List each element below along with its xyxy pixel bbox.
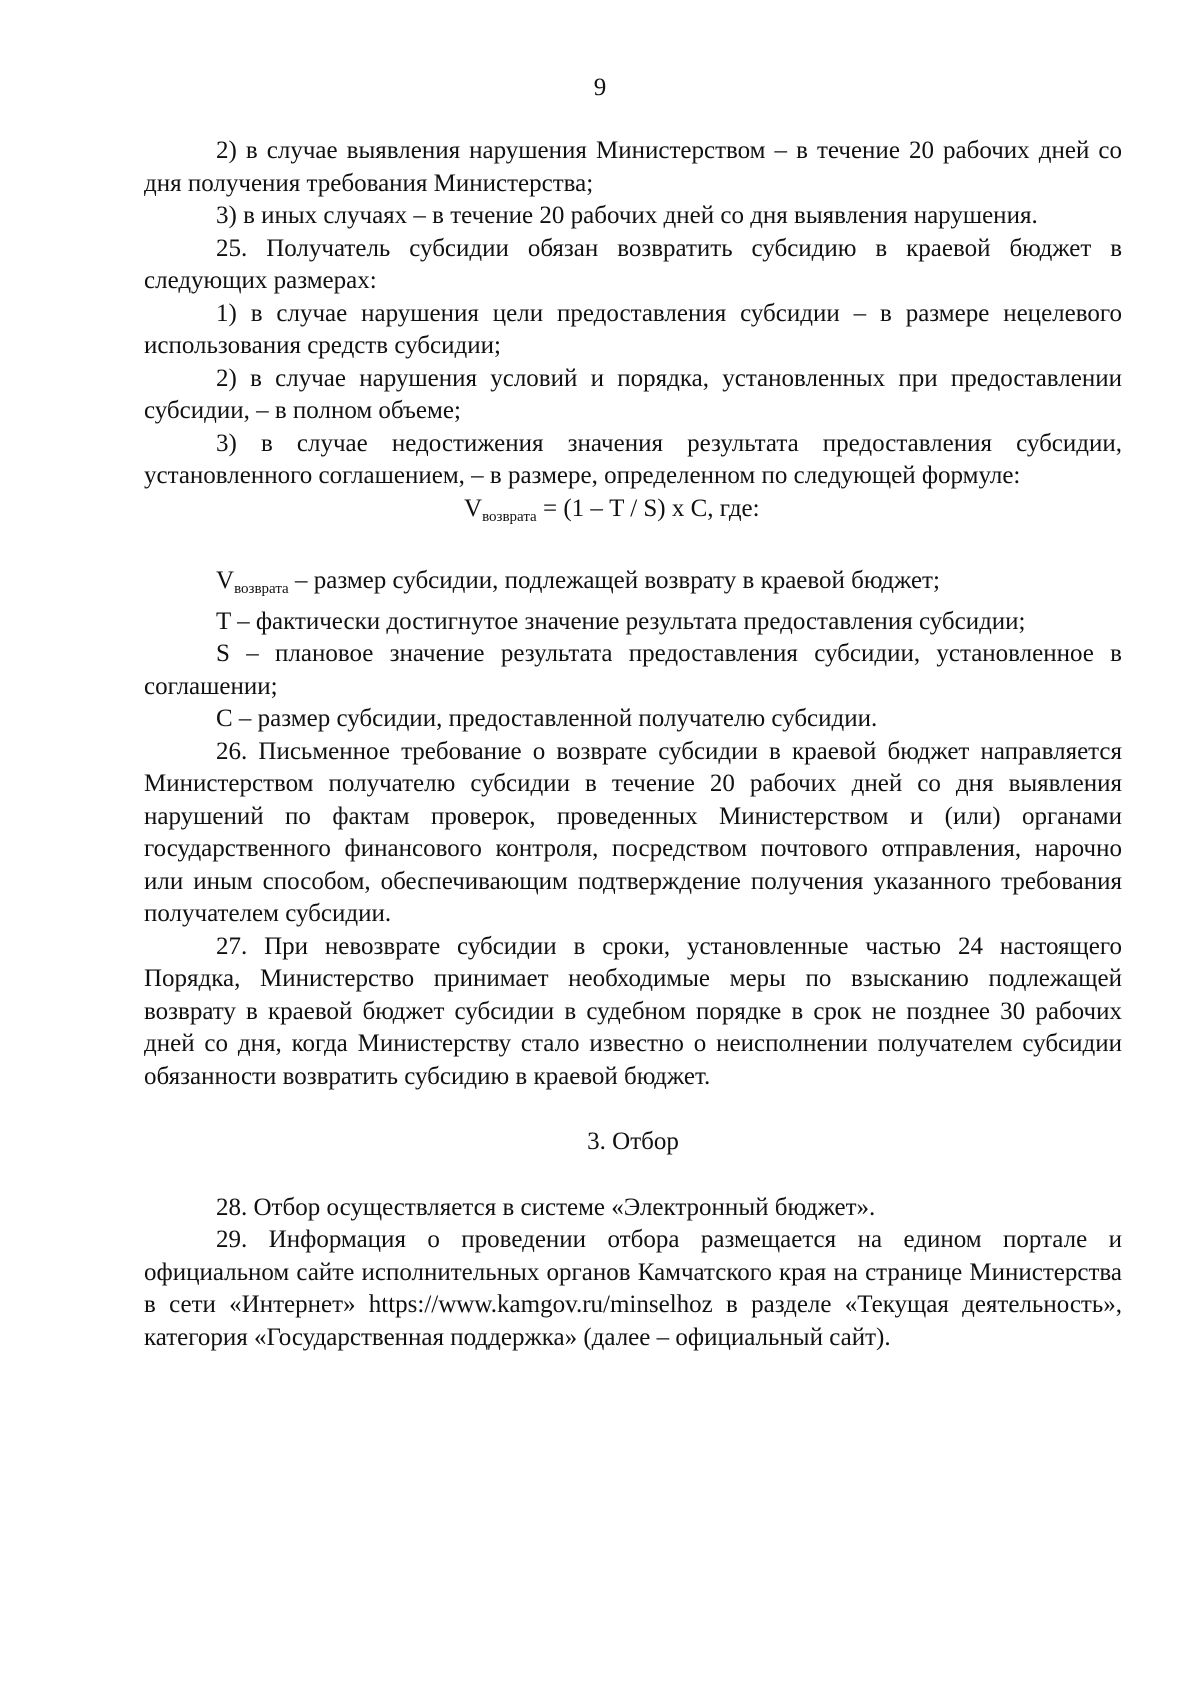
definition-c: C – размер субсидии, предоставленной получателю субсидии. [216, 705, 878, 732]
definition-v [144, 565, 1122, 606]
return-formula [144, 493, 1122, 566]
definition-v-text: – размер субсидии, подлежащей возврату в краевой бюджет; [288, 567, 940, 594]
paragraph-clause-3-other-cases: 3) в иных случаях – в течение 20 рабочих дней со дня выявления нарушения. [216, 202, 1038, 229]
formula-symbol: V [464, 494, 483, 522]
paragraph-29: 29. Информация о проведении отбора размещается на едином портале и официальном сайте исполнительных органов Камчатского края на странице Министерства в сети «Интернет» https://www.kamgov.ru/minselhoz в разделе «Текущая деятельность», категория «Государственная поддержка» (далее – официальный сайт). [144, 1226, 1122, 1351]
document-body [144, 135, 1122, 1354]
definition-v-symbol: V [216, 567, 235, 594]
paragraph-28: 28. Отбор осуществляется в системе «Электронный бюджет». [216, 1193, 876, 1221]
paragraph-25: 25. Получатель субсидии обязан возвратить субсидию в краевой бюджет в следующих размерах: [144, 234, 1122, 294]
paragraph-25-clause-2: 2) в случае нарушения условий и порядка, установленных при предоставлении субсидии, – в полном объеме; [144, 364, 1122, 424]
paragraph-25-clause-1: 1) в случае нарушения цели предоставления субсидии – в размере нецелевого использования средств субсидии; [144, 299, 1122, 359]
formula-expression: = (1 – T / S) x C, где: [536, 494, 760, 522]
definition-s: S – плановое значение результата предоставления субсидии, установленное в соглашении; [144, 640, 1122, 700]
paragraph-25-clause-3: 3) в случае недостижения значения результата предоставления субсидии, установленного соглашением, – в размере, определенном по следующей формуле: [144, 429, 1122, 489]
paragraph-clause-2-ministry: 2) в случае выявления нарушения Министерством – в течение 20 рабочих дней со дня получения требования Министерства; [144, 137, 1122, 197]
definition-v-subscript: возврата [234, 581, 289, 597]
definition-t: T – фактически достигнутое значение результата предоставления субсидии; [216, 607, 1026, 635]
formula-subscript: возврата [482, 508, 537, 525]
paragraph-26: 26. Письменное требование о возврате субсидии в краевой бюджет направляется Министерством получателю субсидии в течение 20 рабочих дней со дня выявления нарушений по фактам проверок, проведенных Министерством и (или) органами государственного финансового контроля, посредством почтового отправления, нарочно или иным способом, обеспечивающим подтверждение получения указанного требования получателем субсидии. [144, 737, 1122, 927]
page-number: 9 [593, 74, 607, 101]
paragraph-27: 27. При невозврате субсидии в сроки, установленные частью 24 настоящего Порядка, Министерство принимает необходимые меры по взысканию подлежащей возврату в краевой бюджет субсидии в судебном порядке в срок не позднее 30 рабочих дней со дня, когда Министерству стало известно о неисполнении получателем субсидии обязанности возвратить субсидию в краевой бюджет. [144, 932, 1122, 1090]
section-heading: 3. Отбор [587, 1128, 679, 1155]
